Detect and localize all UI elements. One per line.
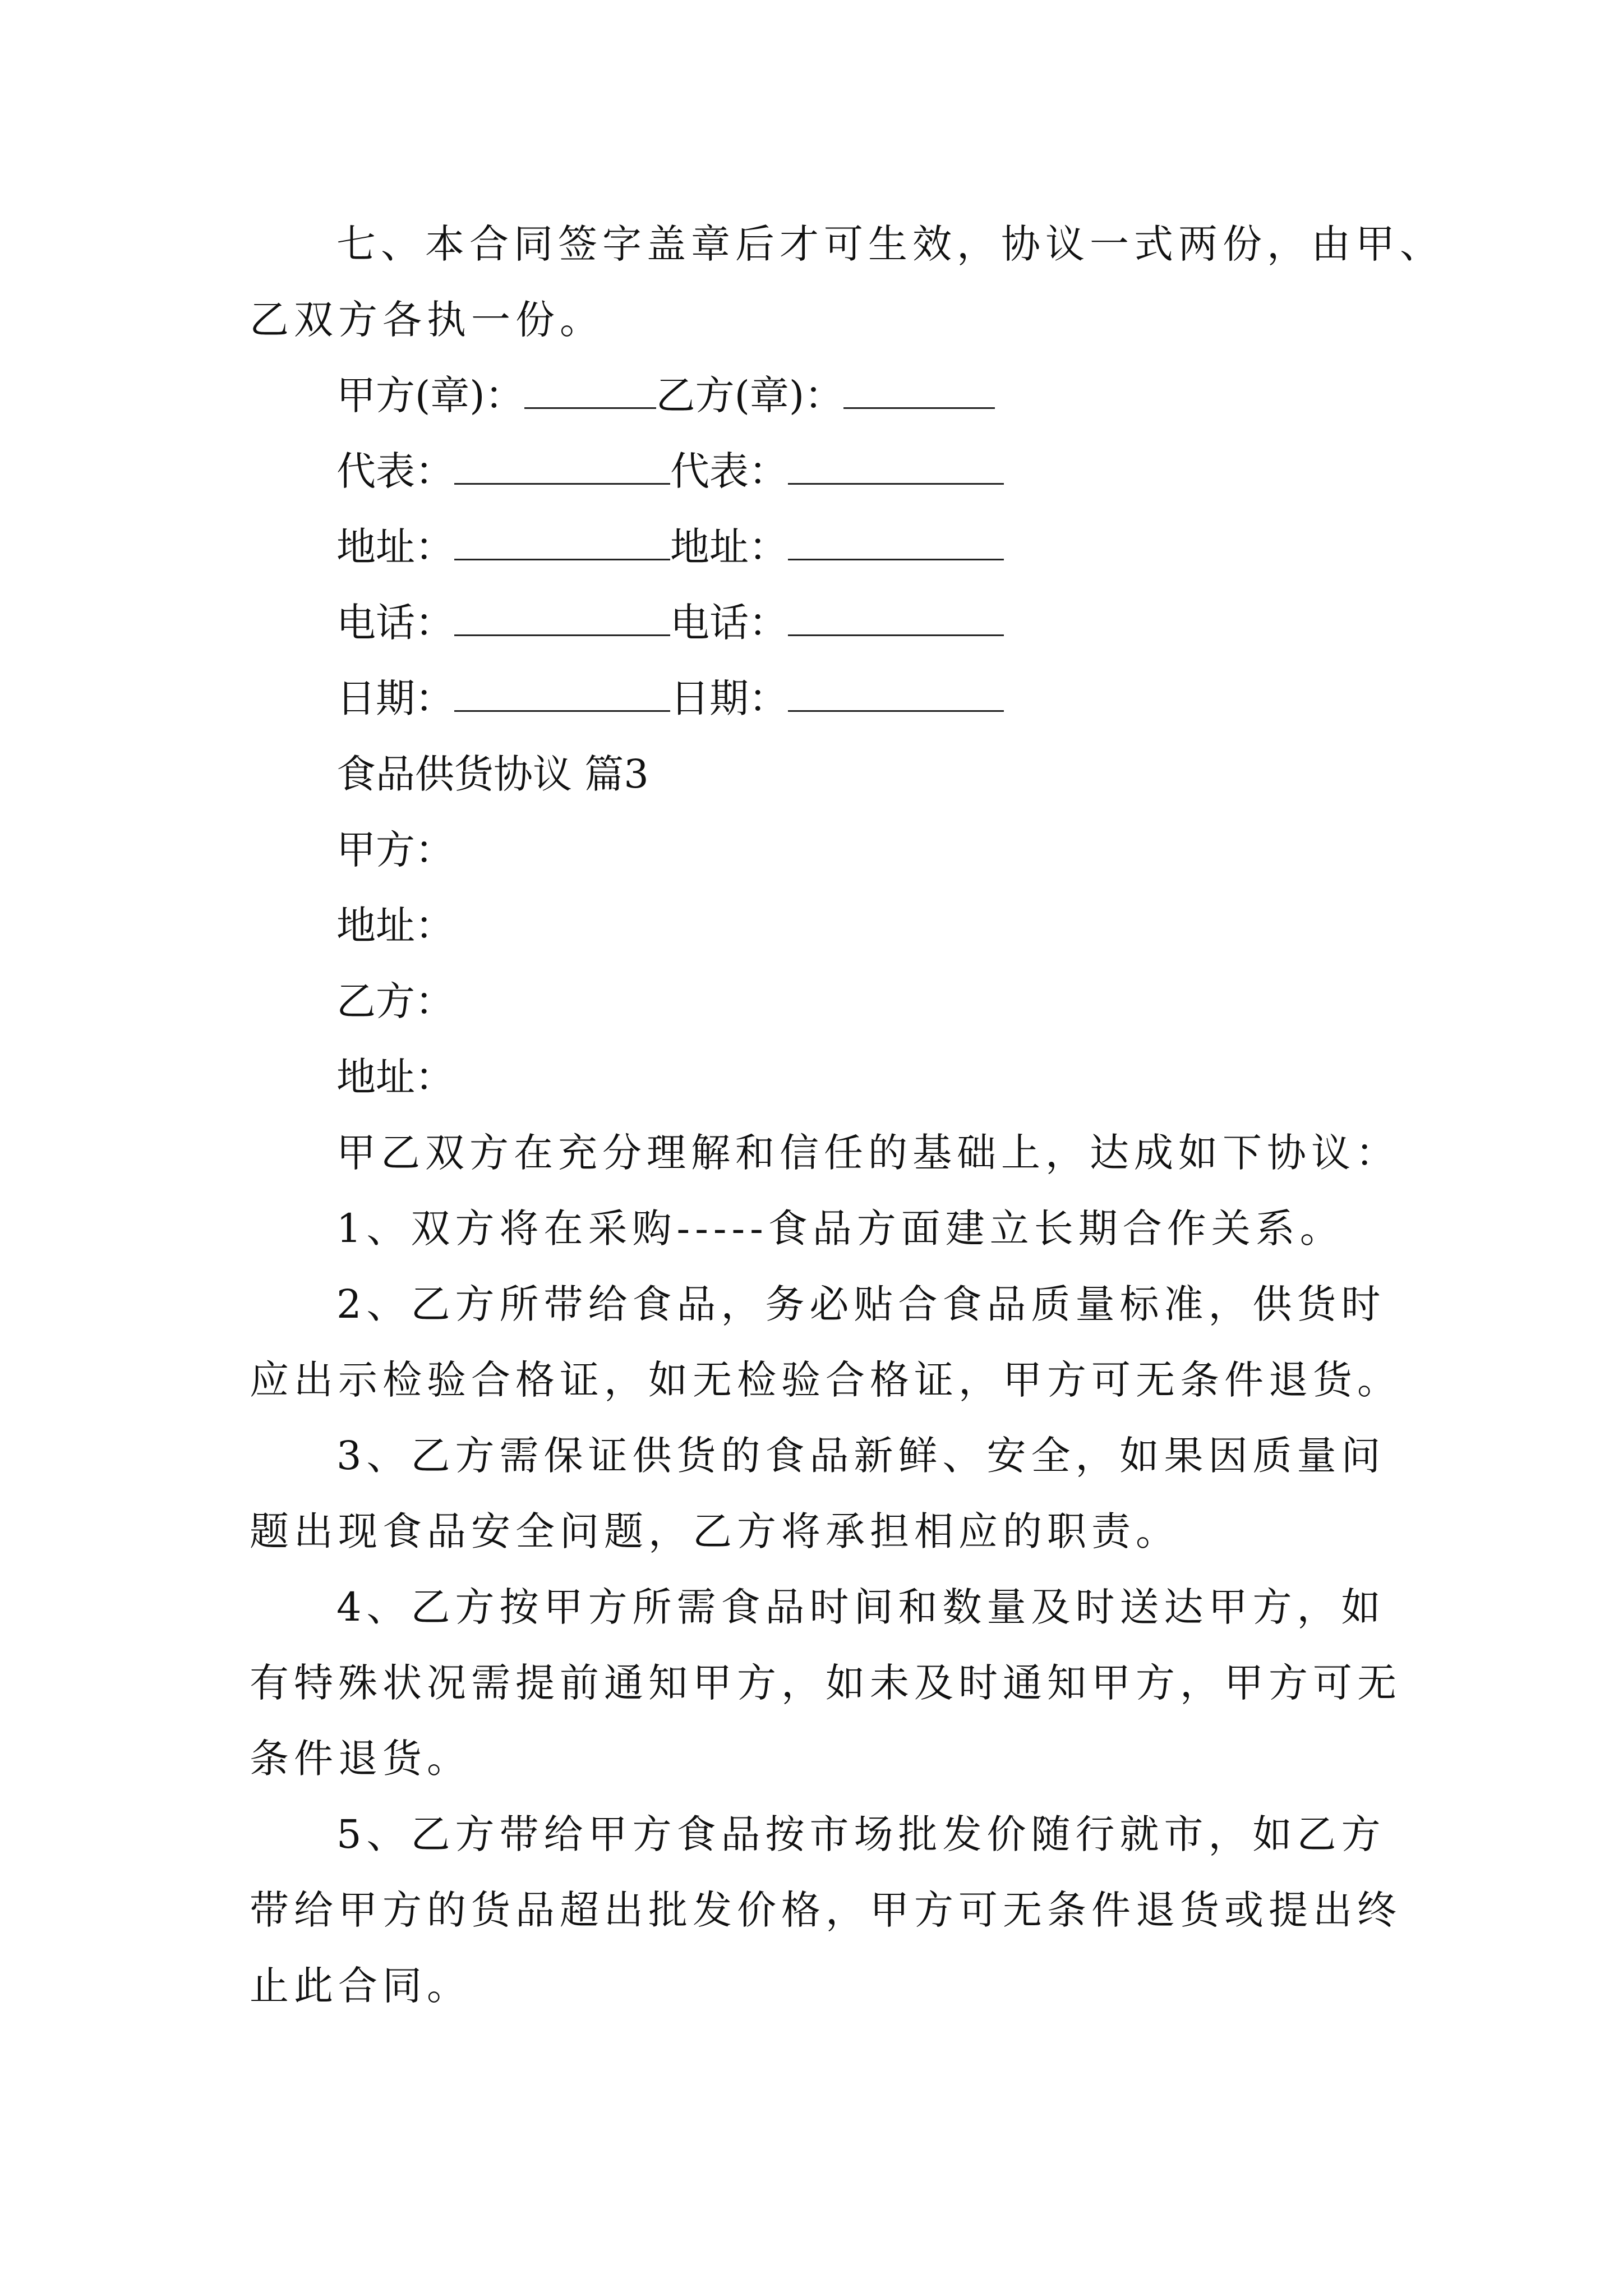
party-b-address-label: 地址：	[670, 524, 788, 570]
party-b-seal-label: 乙方(章)：	[656, 372, 844, 418]
party-a-address-label: 地址：	[336, 524, 454, 570]
party-b-address-label: 地址：	[336, 1054, 454, 1100]
signature-row-date	[336, 675, 1004, 721]
party-a-address-label: 地址：	[336, 903, 454, 949]
party-b-phone-label: 电话：	[670, 600, 788, 646]
section-title: 食品供货协议 篇3	[336, 751, 649, 797]
party-a-rep-label: 代表：	[336, 448, 454, 494]
signature-row-phone	[336, 600, 1004, 646]
clause-4-line-1: 4、乙方按甲方所需食品时间和数量及时送达甲方，如	[336, 1584, 1386, 1630]
clause-5-line-1: 5、乙方带给甲方食品按市场批发价随行就市，如乙方	[336, 1811, 1386, 1857]
party-a-phone-label: 电话：	[336, 600, 454, 646]
party-a-date-label: 日期：	[336, 675, 454, 721]
clause-4-line-2: 有特殊状况需提前通知甲方，如未及时通知甲方，甲方可无	[250, 1660, 1401, 1706]
clause-5-line-3: 止此合同。	[250, 1963, 471, 2009]
party-a-phone-blank	[454, 634, 670, 636]
clause-1: 1、双方将在采购-----食品方面建立长期合作关系。	[336, 1205, 1344, 1251]
clause-3-line-2: 题出现食品安全问题，乙方将承担相应的职责。	[250, 1508, 1180, 1554]
party-b-rep-label: 代表：	[670, 448, 788, 494]
signature-row-seal	[336, 372, 995, 418]
clause-2-line-1: 2、乙方所带给食品，务必贴合食品质量标准，供货时	[336, 1281, 1386, 1327]
party-a-seal-label: 甲方(章)：	[336, 372, 524, 418]
clause-7-line-2: 乙双方各执一份。	[250, 297, 604, 343]
clause-5-line-2: 带给甲方的货品超出批发价格，甲方可无条件退货或提出终	[250, 1887, 1401, 1933]
party-b-date-blank	[788, 710, 1004, 712]
party-b-rep-blank	[788, 482, 1004, 485]
clause-2-line-2: 应出示检验合格证，如无检验合格证，甲方可无条件退货。	[250, 1357, 1401, 1403]
signature-row-rep	[336, 448, 1004, 494]
party-a-label: 甲方：	[336, 827, 454, 873]
party-b-address-blank	[788, 558, 1004, 560]
party-b-seal-blank	[843, 407, 995, 409]
party-a-address-blank	[454, 558, 670, 560]
party-b-date-label: 日期：	[670, 675, 788, 721]
clause-3-line-1: 3、乙方需保证供货的食品新鲜、安全，如果因质量问	[336, 1433, 1386, 1479]
party-b-label: 乙方：	[336, 978, 454, 1024]
party-b-phone-blank	[788, 634, 1004, 636]
party-a-seal-blank	[524, 407, 656, 409]
party-a-date-blank	[454, 710, 670, 712]
party-a-rep-blank	[454, 482, 670, 485]
clause-7-line-1: 七、本合同签字盖章后才可生效，协议一式两份，由甲、	[336, 221, 1444, 267]
clause-4-line-3: 条件退货。	[250, 1736, 471, 1782]
intro-paragraph: 甲乙双方在充分理解和信任的基础上，达成如下协议：	[336, 1130, 1400, 1176]
signature-row-address	[336, 524, 1004, 570]
